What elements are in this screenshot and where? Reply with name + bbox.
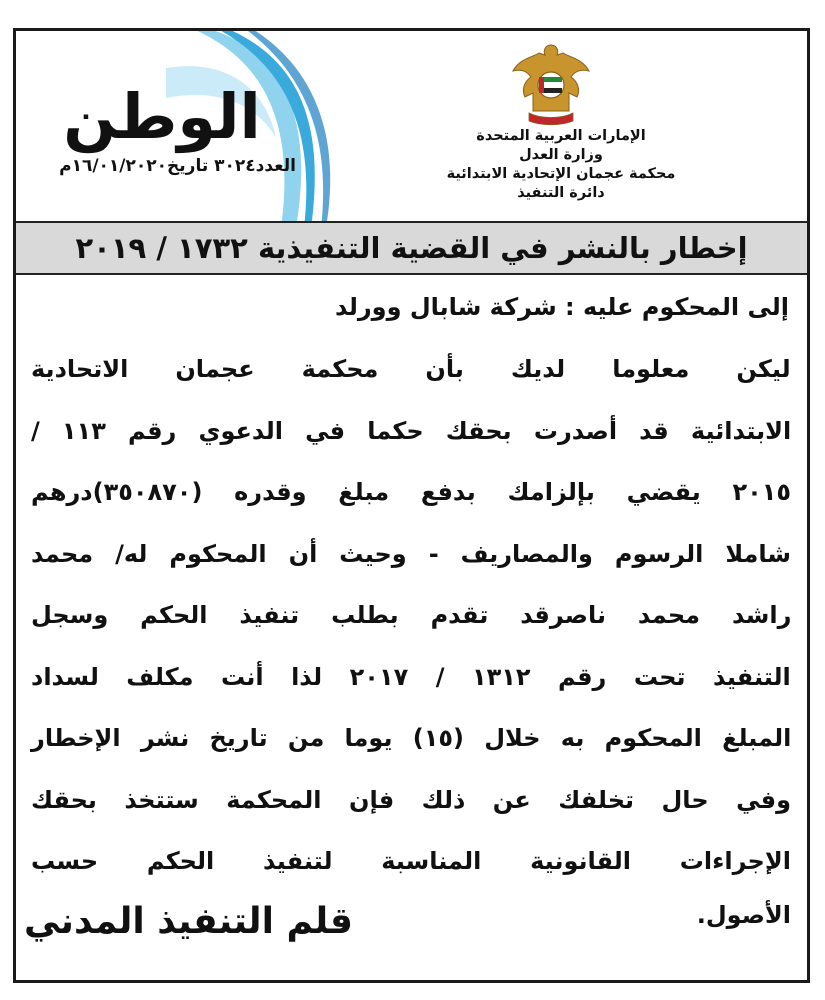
body-line-text: الابتدائية قد أصدرت بحقك حكما في الدعوي رقم ١١٣ / (31, 416, 792, 445)
body-line (31, 841, 791, 903)
body-line (31, 718, 791, 780)
signature: قلم التنفيذ المدني (24, 901, 353, 942)
government-header (416, 127, 706, 203)
body-line (31, 349, 791, 411)
body-line-text: شاملا الرسوم والمصاريف - وحيث أن المحكوم له/ محمد (31, 539, 792, 568)
court-name: محكمة عجمان الإتحادية الابتدائية (446, 166, 676, 182)
body-line (31, 780, 791, 842)
ministry-name: وزارة العدل (519, 147, 603, 163)
body-line (31, 595, 791, 657)
body-line (31, 472, 791, 534)
body-line (31, 534, 791, 596)
header (16, 31, 807, 221)
newspaper-logo: الوطن (63, 80, 261, 153)
body-line-text: ٢٠١٥ يقضي بإلزامك بدفع مبلغ وقدره (٣٥٠٨٧٠)درهم (31, 478, 792, 506)
body-line-text: التنفيذ تحت رقم ١٣١٢ / ٢٠١٧ لذا أنت مكلف لسداد (31, 662, 791, 691)
body-line-text: الإجراءات القانونية المناسبة لتنفيذ الحكم حسب (31, 847, 791, 875)
issue-date: العدد٣٠٢٤ تاريخ١٦/٠١/٢٠٢٠م (59, 156, 296, 176)
department-name: دائرة التنفيذ (517, 185, 605, 201)
body-line-text: ليكن معلوما لديك بأن محكمة عجمان الاتحادية (31, 355, 791, 383)
uae-emblem-icon (511, 41, 591, 126)
notice-body (31, 349, 791, 903)
country-name: الإمارات العربية المتحدة (476, 128, 646, 144)
notice-title: إخطار بالنشر في القضية التنفيذية ١٧٣٢ / ٢٠١٩ (16, 221, 807, 275)
body-line (31, 411, 791, 473)
body-line-text: المبلغ المحكوم به خلال (١٥) يوما من تاريخ نشر الإخطار (31, 724, 792, 752)
addressee: إلى المحكوم عليه : شركة شابال وورلد (334, 293, 789, 321)
body-line (31, 657, 791, 719)
body-line-text: وفي حال تخلفك عن ذلك فإن المحكمة ستتخذ بحقك (31, 785, 792, 814)
body-line-text: راشد محمد ناصرقد تقدم بطلب تنفيذ الحكم وسجل (31, 601, 792, 629)
closing-line: الأصول. (696, 901, 791, 929)
notice-frame (13, 28, 810, 983)
